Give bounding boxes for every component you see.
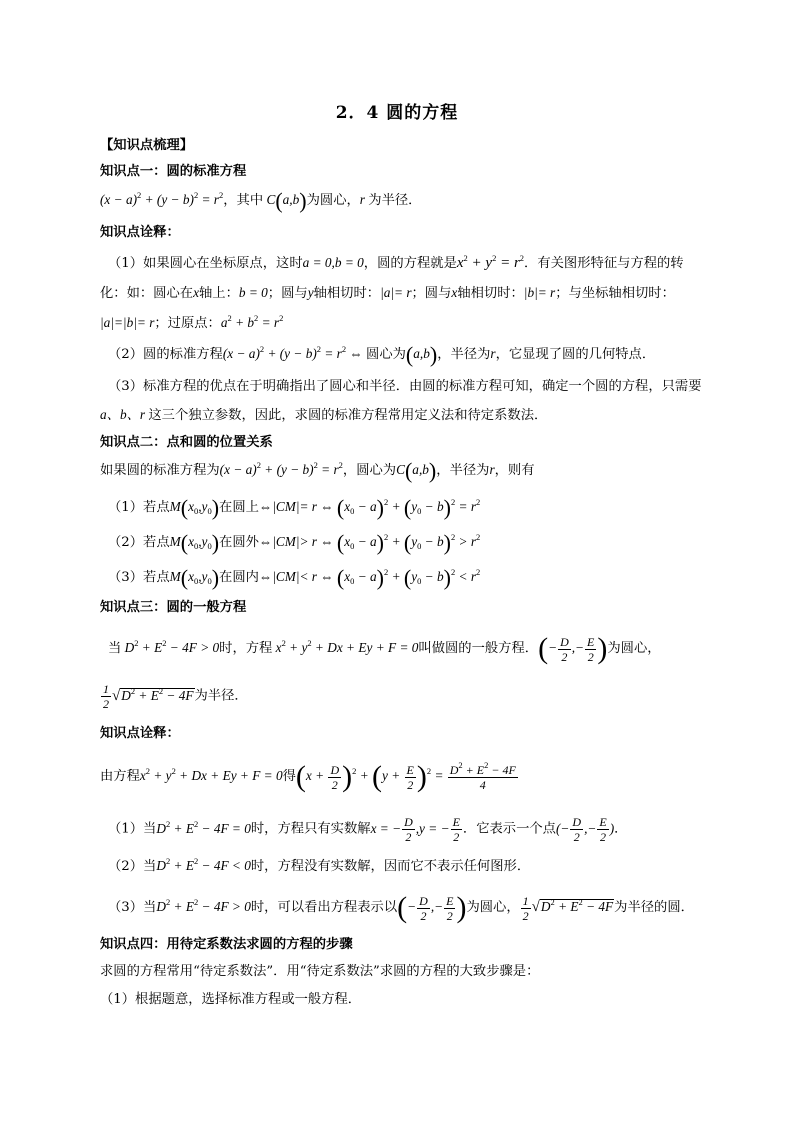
text: 在圆内 <box>219 570 259 586</box>
section-header: 【知识点梳理】 <box>100 138 194 153</box>
text: 为半径． <box>368 193 422 209</box>
formula: $(x - a)^2 + (y - b)^2 = r^2$ <box>100 190 224 208</box>
text: 当 <box>108 641 122 657</box>
text: ，圆心为 <box>342 463 397 479</box>
text: 时，方程没有实数解，因而它不表示任何图形． <box>250 859 531 874</box>
kp3-heading: 知识点三：圆的一般方程 <box>100 600 247 615</box>
text: ；与坐标轴相切时： <box>555 286 675 301</box>
formula: r <box>490 346 496 362</box>
formula: r <box>489 462 495 478</box>
text: ，圆的方程就是 <box>363 256 457 271</box>
formula: C(a,b) <box>263 188 307 213</box>
kp2-heading: 知识点二：点和圆的位置关系 <box>100 435 273 450</box>
text: ，则有 <box>494 463 535 479</box>
text: （2）当 <box>108 859 157 874</box>
kp3-derivation <box>100 759 519 793</box>
text: 时，可以看出方程表示以 <box>250 900 398 916</box>
text: ． <box>614 821 628 837</box>
formula: (a,b) <box>405 342 438 367</box>
kp4-intro: 求圆的方程常用“待定系数法”．用“待定系数法”求圆的方程的大致步骤是： <box>100 964 540 979</box>
formula: $D^2 + E^2 - 4F = 0$ <box>156 818 251 836</box>
text: 这三个独立参数，因此，求圆的标准方程常用定义法和待定系数法． <box>148 408 548 423</box>
text: ，半径为 <box>437 347 491 363</box>
text: ，它显现了圆的几何特点． <box>495 347 656 363</box>
kp1-heading: 知识点一：圆的标准方程 <box>100 164 247 179</box>
kp3-radius <box>100 682 248 711</box>
kp1-note3-line2 <box>100 405 547 426</box>
formula: |a|= r <box>380 285 412 300</box>
text: ，其中 <box>223 193 264 209</box>
page-title: 2．4 圆的方程 <box>335 103 459 123</box>
text: 轴相切时： <box>457 286 524 301</box>
text: ．它表示一个点 <box>462 821 556 837</box>
formula: $\frac{1}{2}$ $√D^2 + E^2 - 4F$ <box>522 893 614 923</box>
kp1-note3-line1: （3）标准方程的优点在于明确指出了圆心和半径．由圆的标准方程可知，确定一个圆的方程，只需要 <box>108 379 702 394</box>
formula: (− $\frac{D}{2}$ ,− $\frac{E}{2}$ ) <box>538 632 608 665</box>
text: 叫做圆的一般方程． <box>418 641 539 657</box>
text: （3）若点 <box>108 570 170 586</box>
kp3-notes-heading: 知识点诠释： <box>100 726 180 741</box>
formula: $(x - a)^2 + (y - b)^2 = r^2$ ⇔ <box>222 344 367 362</box>
formula: ⇔|CM|= r ⇔ $(x_0 - a)^2 + (y_0 - b)^2 = r^2$ <box>258 495 481 520</box>
text: （2）若点 <box>108 535 170 551</box>
text: 为半径． <box>194 688 248 704</box>
formula: b = 0 <box>238 285 268 300</box>
formula: (x + $\frac{D}{2}$ )$^2$ + (y + $\frac{E}{2}$ )$^2$ = $\frac{D^2 + E^2 - 4F}{4}$ <box>295 759 516 793</box>
kp2-intro <box>100 460 535 482</box>
kp1-note1-line2 <box>100 283 675 304</box>
text: （1）若点 <box>108 500 170 516</box>
formula: $D^2 + E^2 - 4F > 0$ <box>156 897 251 915</box>
formula: $D^2 + E^2 - 4F < 0$ <box>156 856 251 873</box>
kp3-general-equation <box>108 634 661 664</box>
text: 化：如：圆心在 <box>100 286 194 301</box>
text: 在圆上 <box>219 500 259 516</box>
kp3-note2 <box>108 856 530 877</box>
formula: (− $\frac{D}{2}$ ,− $\frac{E}{2}$ ) <box>555 815 615 844</box>
text: （1）当 <box>108 821 157 837</box>
formula: $(x - a)^2 + (y - b)^2 = r^2$ <box>219 460 343 478</box>
kp1-note2 <box>108 344 655 366</box>
formula: a = 0,b = 0 <box>302 255 364 270</box>
text: 时，方程只有实数解 <box>250 821 371 837</box>
kp4-heading: 知识点四：用待定系数法求圆的方程的步骤 <box>100 937 353 952</box>
formula: |b|= r <box>523 285 556 300</box>
formula: (− $\frac{D}{2}$ ,− $\frac{E}{2}$ ) <box>397 891 467 924</box>
text: 轴上： <box>198 286 239 301</box>
formula: $x^2 + y^2 + Dx + Ey + F = 0$ <box>139 766 283 784</box>
text: 时，方程 <box>219 641 273 657</box>
text: 为半径的圆． <box>614 900 694 916</box>
formula: ⇔|CM|> r ⇔ $(x_0 - a)^2 + (y_0 - b)^2 > r^2$ <box>258 530 481 555</box>
formula: $x^2 + y^2 + Dx + Ey + F = 0$ <box>272 638 419 656</box>
formula: C(a,b) <box>396 458 437 483</box>
formula: $M(x_0,y_0)$ <box>169 565 220 590</box>
formula: |a|=|b|= r <box>100 315 155 330</box>
formula: ⇔|CM|< r ⇔ $(x_0 - a)^2 + (y_0 - b)^2 < r^2$ <box>258 565 481 590</box>
kp4-step1: （1）根据题意，选择标准方程或一般方程． <box>100 992 362 1007</box>
text: 为圆心， <box>466 900 520 916</box>
formula: $M(x_0,y_0)$ <box>169 530 220 555</box>
formula: $x^2 + y^2 = r^2$ <box>456 253 525 271</box>
kp1-note1-line3 <box>100 313 283 334</box>
text: ．有关图形特征与方程的转 <box>524 256 684 271</box>
kp2-case-inside <box>108 567 480 589</box>
text: （2）圆的标准方程 <box>108 347 223 363</box>
text: 在圆外 <box>219 535 259 551</box>
text: ；圆与 <box>267 286 308 301</box>
text: ；过原点： <box>154 316 221 331</box>
formula: x = − $\frac{D}{2}$ ,y = − $\frac{E}{2}$ <box>370 815 460 844</box>
formula: a、b、r <box>100 407 149 422</box>
formula: x <box>193 285 199 300</box>
text: （3）当 <box>108 900 157 916</box>
text: 为圆心， <box>306 193 360 209</box>
text: 轴相切时： <box>313 286 381 301</box>
text: 为圆心， <box>607 641 661 657</box>
text: ；圆与 <box>411 286 452 301</box>
kp2-case-on <box>108 497 480 519</box>
text: ，半径为 <box>436 463 490 479</box>
formula: $D^2 + E^2 - 4F > 0$ <box>121 638 220 656</box>
kp3-note3 <box>108 893 694 923</box>
kp2-case-outside <box>108 532 480 554</box>
formula: x <box>451 285 458 300</box>
formula: y <box>307 285 314 300</box>
formula: r <box>359 192 369 208</box>
text: 得 <box>282 769 296 785</box>
formula: $\frac{1}{2}$ $√D^2 + E^2 - 4F$ <box>103 682 194 711</box>
kp3-note1 <box>108 815 627 844</box>
kp1-notes-heading: 知识点诠释： <box>100 225 180 240</box>
text: 圆心为 <box>366 347 406 363</box>
text: 如果圆的标准方程为 <box>100 463 220 479</box>
text: 由方程 <box>100 769 140 785</box>
formula: $a^2 + b^2 = r^2$ <box>220 313 284 330</box>
formula: $M(x_0,y_0)$ <box>169 495 220 520</box>
kp1-note1-line1 <box>108 253 684 274</box>
text: （1）如果圆心在坐标原点，这时 <box>108 256 303 271</box>
kp1-standard-equation <box>100 190 421 212</box>
